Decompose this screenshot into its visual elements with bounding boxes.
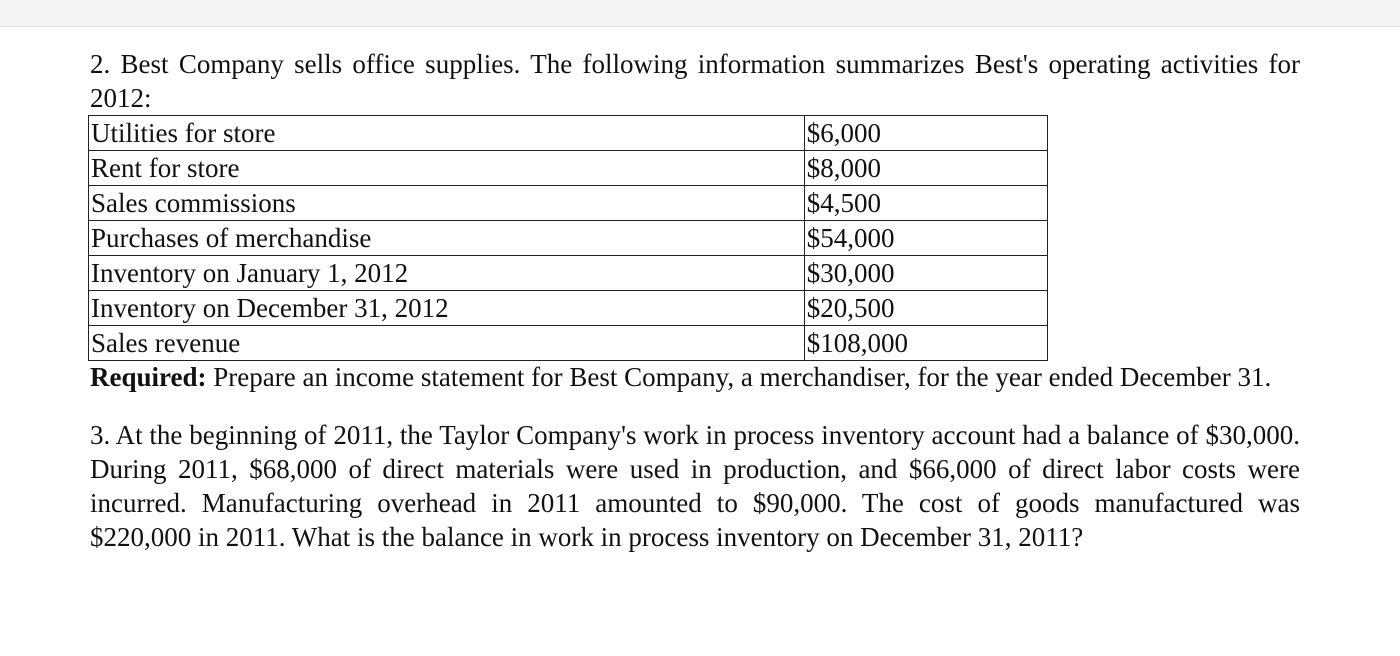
table-row (89, 291, 1048, 326)
row-label: Sales revenue (89, 326, 805, 361)
operating-activities-table (88, 115, 1048, 361)
table-row (89, 186, 1048, 221)
row-value: $4,500 (804, 186, 1047, 221)
table-row (89, 151, 1048, 186)
question-2-intro: 2. Best Company sells office supplies. The following information summarizes Best's operating activities for 2012: (90, 49, 1300, 113)
question-3-text: 3. At the beginning of 2011, the Taylor Company's work in process inventory account had a balance of $30,000. During 2011, $68,000 of direct materials were used in production, and $66,000 of direct labor costs were incurred. Manufacturing overhead in 2011 amounted to $90,000. The cost of goods manufactured was $220,000 in 2011. What is the balance in work in process inventory on December 31, 2011? (90, 420, 1300, 552)
row-label: Inventory on January 1, 2012 (89, 256, 805, 291)
viewer-top-bar (0, 0, 1400, 27)
row-label: Sales commissions (89, 186, 805, 221)
row-value: $54,000 (804, 221, 1047, 256)
row-label: Utilities for store (89, 116, 805, 151)
document-page (0, 27, 1400, 656)
row-label: Purchases of merchandise (89, 221, 805, 256)
table-row (89, 116, 1048, 151)
required-label: Required: (90, 362, 207, 392)
row-value: $6,000 (804, 116, 1047, 151)
document-body (90, 47, 1300, 554)
required-text: Prepare an income statement for Best Company, a merchandiser, for the year ended December 31. (206, 362, 1272, 392)
row-value: $8,000 (804, 151, 1047, 186)
table-row (89, 221, 1048, 256)
row-value: $30,000 (804, 256, 1047, 291)
row-value: $20,500 (804, 291, 1047, 326)
row-label: Rent for store (89, 151, 805, 186)
row-label: Inventory on December 31, 2012 (89, 291, 805, 326)
row-value: $108,000 (804, 326, 1047, 361)
question-2-required (90, 361, 1300, 394)
table-row (89, 256, 1048, 291)
table-row (89, 326, 1048, 361)
